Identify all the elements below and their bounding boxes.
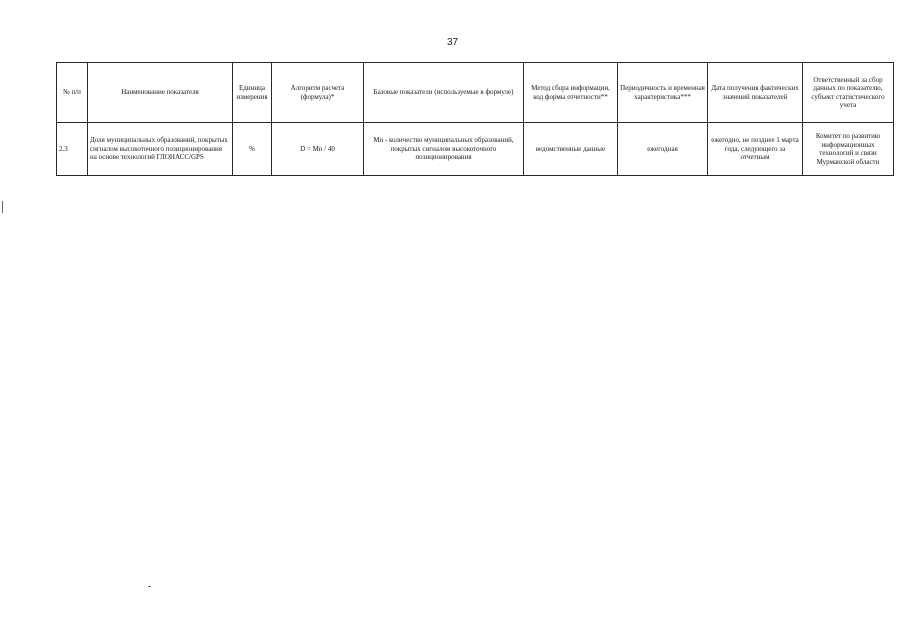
cell-unit: % xyxy=(233,123,272,176)
cell-number: 2.3 xyxy=(57,123,88,176)
header-periodicity: Периодичность и временная характеристика*** xyxy=(618,63,708,123)
indicator-table xyxy=(56,62,894,176)
page-number: 37 xyxy=(446,37,459,48)
cell-base-indicators: Mn - количество муниципальных образований, покрытых сигналом высокоточного позиционирования xyxy=(364,123,524,176)
table-header-row xyxy=(57,63,894,123)
cell-date: ежегодно, не позднее 1 марта года, следующего за отчетным xyxy=(708,123,803,176)
scan-speck xyxy=(148,586,151,587)
header-unit: Единица измерения xyxy=(233,63,272,123)
header-indicator-name: Наименование показателя xyxy=(88,63,233,123)
header-number: № п/п xyxy=(57,63,88,123)
cell-collection-method: ведомственные данные xyxy=(524,123,618,176)
cell-periodicity: ежегодная xyxy=(618,123,708,176)
cell-formula: D = Mn / 40 xyxy=(272,123,364,176)
header-formula: Алгоритм расчета (формула)* xyxy=(272,63,364,123)
header-collection-method: Метод сбора информации, код формы отчетности** xyxy=(524,63,618,123)
header-date: Дата получения фактических значений показателей xyxy=(708,63,803,123)
cell-responsible: Комитет по развитию информационных технологий и связи Мурманской области xyxy=(803,123,894,176)
scan-speck xyxy=(2,201,3,213)
header-base-indicators: Базовые показатели (используемые в формуле) xyxy=(364,63,524,123)
cell-indicator-name: Доля муниципальных образований, покрытых сигналом высокоточного позиционирования на основе технологий ГЛОНАСС/GPS xyxy=(88,123,233,176)
header-responsible: Ответственный за сбор данных по показателю, субъект статистического учета xyxy=(803,63,894,123)
table-row xyxy=(57,123,894,176)
